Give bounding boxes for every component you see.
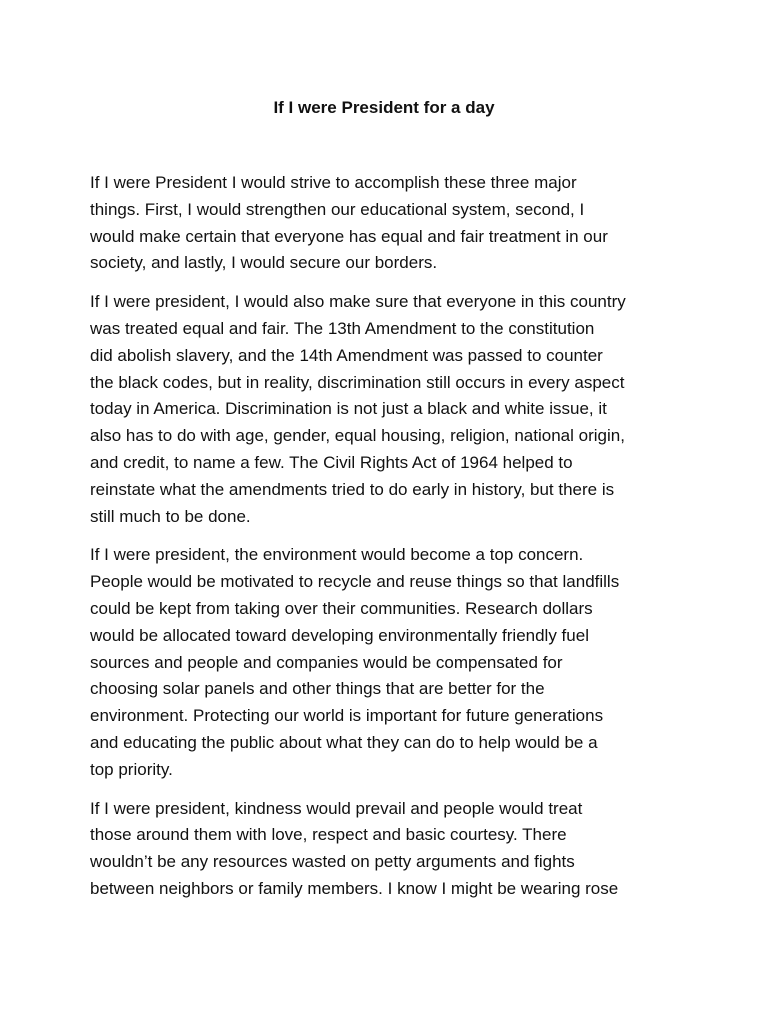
text-line: If I were President I would strive to accomplish these three major	[90, 173, 577, 192]
paragraph-2	[90, 289, 690, 530]
text-line: sources and people and companies would be compensated for	[90, 652, 563, 672]
text-line: could be kept from taking over their communities. Research dollars	[90, 598, 593, 618]
text-line: wouldn’t be any resources wasted on petty arguments and fights	[90, 852, 575, 872]
paragraph-1	[90, 170, 690, 277]
text-line: would make certain that everyone has equal and fair treatment in our	[90, 226, 608, 246]
text-line: did abolish slavery, and the 14th Amendment was passed to counter	[90, 345, 603, 365]
text-line: If I were president, kindness would prevail and people would treat	[90, 798, 583, 818]
text-line: and credit, to name a few. The Civil Rights Act of 1964 helped to	[90, 452, 573, 472]
text-line: top priority.	[90, 759, 173, 779]
document-body	[90, 170, 690, 915]
text-line: still much to be done.	[90, 506, 251, 526]
text-line: and educating the public about what they can do to help would be a	[90, 732, 598, 752]
text-line: things. First, I would strengthen our educational system, second, I	[90, 199, 585, 219]
text-line: was treated equal and fair. The 13th Amendment to the constitution	[90, 318, 595, 338]
document-title: If I were President for a day	[273, 98, 495, 117]
text-line: the black codes, but in reality, discrimination still occurs in every aspect	[90, 372, 625, 392]
text-line: choosing solar panels and other things that are better for the	[90, 679, 545, 699]
paragraph-4	[90, 796, 690, 903]
text-line: reinstate what the amendments tried to do early in history, but there is	[90, 479, 615, 499]
text-line: environment. Protecting our world is important for future generations	[90, 706, 604, 726]
text-line: today in America. Discrimination is not just a black and white issue, it	[90, 399, 607, 419]
text-line: would be allocated toward developing environmentally friendly fuel	[90, 625, 589, 645]
text-line: If I were president, I would also make sure that everyone in this country	[90, 292, 626, 312]
text-line: also has to do with age, gender, equal housing, religion, national origin,	[90, 426, 625, 446]
text-line: society, and lastly, I would secure our borders.	[90, 253, 438, 273]
text-line: If I were president, the environment would become a top concern.	[90, 545, 584, 565]
text-line: between neighbors or family members. I know I might be wearing rose	[90, 878, 619, 898]
text-line: People would be motivated to recycle and reuse things so that landfills	[90, 572, 620, 592]
paragraph-3	[90, 542, 690, 783]
text-line: those around them with love, respect and basic courtesy. There	[90, 825, 567, 845]
